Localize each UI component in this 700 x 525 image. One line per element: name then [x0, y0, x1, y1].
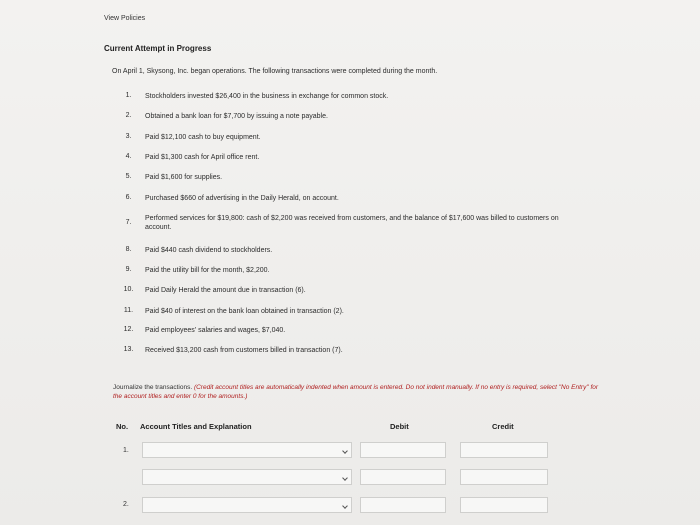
- list-item: [112, 112, 592, 121]
- list-item: [112, 133, 592, 142]
- list-item: [112, 246, 592, 255]
- list-item: [112, 346, 592, 355]
- transaction-number: 6.: [125, 194, 132, 201]
- credit-input[interactable]: [460, 469, 548, 485]
- col-header-credit: Credit: [492, 422, 514, 431]
- transaction-number: 4.: [125, 153, 132, 160]
- transaction-text: Obtained a bank loan for $7,700 by issuing a note payable.: [145, 113, 328, 120]
- journalize-instructions: [113, 383, 603, 401]
- list-item: [112, 326, 592, 335]
- transaction-number: 1.: [125, 92, 132, 99]
- list-item: [112, 214, 582, 232]
- credit-input[interactable]: [460, 442, 548, 458]
- transaction-number: 5.: [125, 173, 132, 180]
- transaction-text: Stockholders invested $26,400 in the business in exchange for common stock.: [145, 93, 389, 100]
- list-item: [112, 153, 592, 162]
- journal-table-header: [110, 417, 600, 437]
- list-item: [112, 286, 592, 295]
- col-header-debit: Debit: [390, 422, 409, 431]
- transaction-text: Paid Daily Herald the amount due in transaction (6).: [145, 287, 306, 294]
- instructions-main: Journalize the transactions.: [113, 384, 193, 391]
- current-attempt-heading: Current Attempt in Progress: [104, 44, 212, 53]
- transaction-text: Purchased $660 of advertising in the Daily Herald, on account.: [145, 195, 339, 202]
- transaction-text: Paid $12,100 cash to buy equipment.: [145, 134, 261, 141]
- transaction-text: Paid the utility bill for the month, $2,200.: [145, 267, 270, 274]
- transaction-text: Paid $40 of interest on the bank loan obtained in transaction (2).: [145, 308, 344, 315]
- view-policies-link[interactable]: View Policies: [104, 15, 146, 22]
- transaction-number: 13.: [123, 346, 134, 353]
- transaction-number: 12.: [123, 326, 134, 333]
- transaction-number: 8.: [125, 246, 132, 253]
- transaction-number: 2.: [125, 112, 132, 119]
- transaction-number: 3.: [125, 133, 132, 140]
- transaction-number: 10.: [123, 286, 134, 293]
- transaction-text: Paid employees' salaries and wages, $7,040.: [145, 327, 286, 334]
- account-title-select[interactable]: [142, 442, 352, 458]
- transaction-text: Received $13,200 cash from customers billed in transaction (7).: [145, 347, 343, 354]
- transaction-text: Paid $1,300 cash for April office rent.: [145, 154, 260, 161]
- list-item: [112, 173, 592, 182]
- transaction-text: Paid $440 cash dividend to stockholders.: [145, 247, 273, 254]
- entry-number: 2.: [123, 501, 129, 508]
- problem-intro: On April 1, Skysong, Inc. began operations. The following transactions were completed during the month.: [112, 68, 438, 75]
- debit-input[interactable]: [360, 469, 446, 485]
- debit-input[interactable]: [360, 442, 446, 458]
- list-item: [112, 92, 592, 101]
- col-header-account: Account Titles and Explanation: [140, 422, 252, 431]
- credit-input[interactable]: [460, 497, 548, 513]
- transaction-number: 11.: [123, 307, 134, 314]
- entry-number: 1.: [123, 447, 129, 454]
- transaction-text: Performed services for $19,800: cash of $2,200 was received from customers, and the balance of $17,600 was billed to customers on account.: [145, 215, 559, 231]
- list-item: [112, 307, 592, 316]
- col-header-no: No.: [116, 422, 129, 431]
- transaction-number: 9.: [125, 266, 132, 273]
- list-item: [112, 194, 592, 203]
- instructions-note: (Credit account titles are automatically indented when amount is entered. Do not indent manually. If no entry is required, select "No Entry" for the account titles and enter 0 for the amounts.): [113, 384, 599, 400]
- debit-input[interactable]: [360, 497, 446, 513]
- list-item: [112, 266, 592, 275]
- account-title-select[interactable]: [142, 497, 352, 513]
- transaction-text: Paid $1,600 for supplies.: [145, 174, 223, 181]
- account-title-select[interactable]: [142, 469, 352, 485]
- transaction-number: 7.: [125, 219, 132, 226]
